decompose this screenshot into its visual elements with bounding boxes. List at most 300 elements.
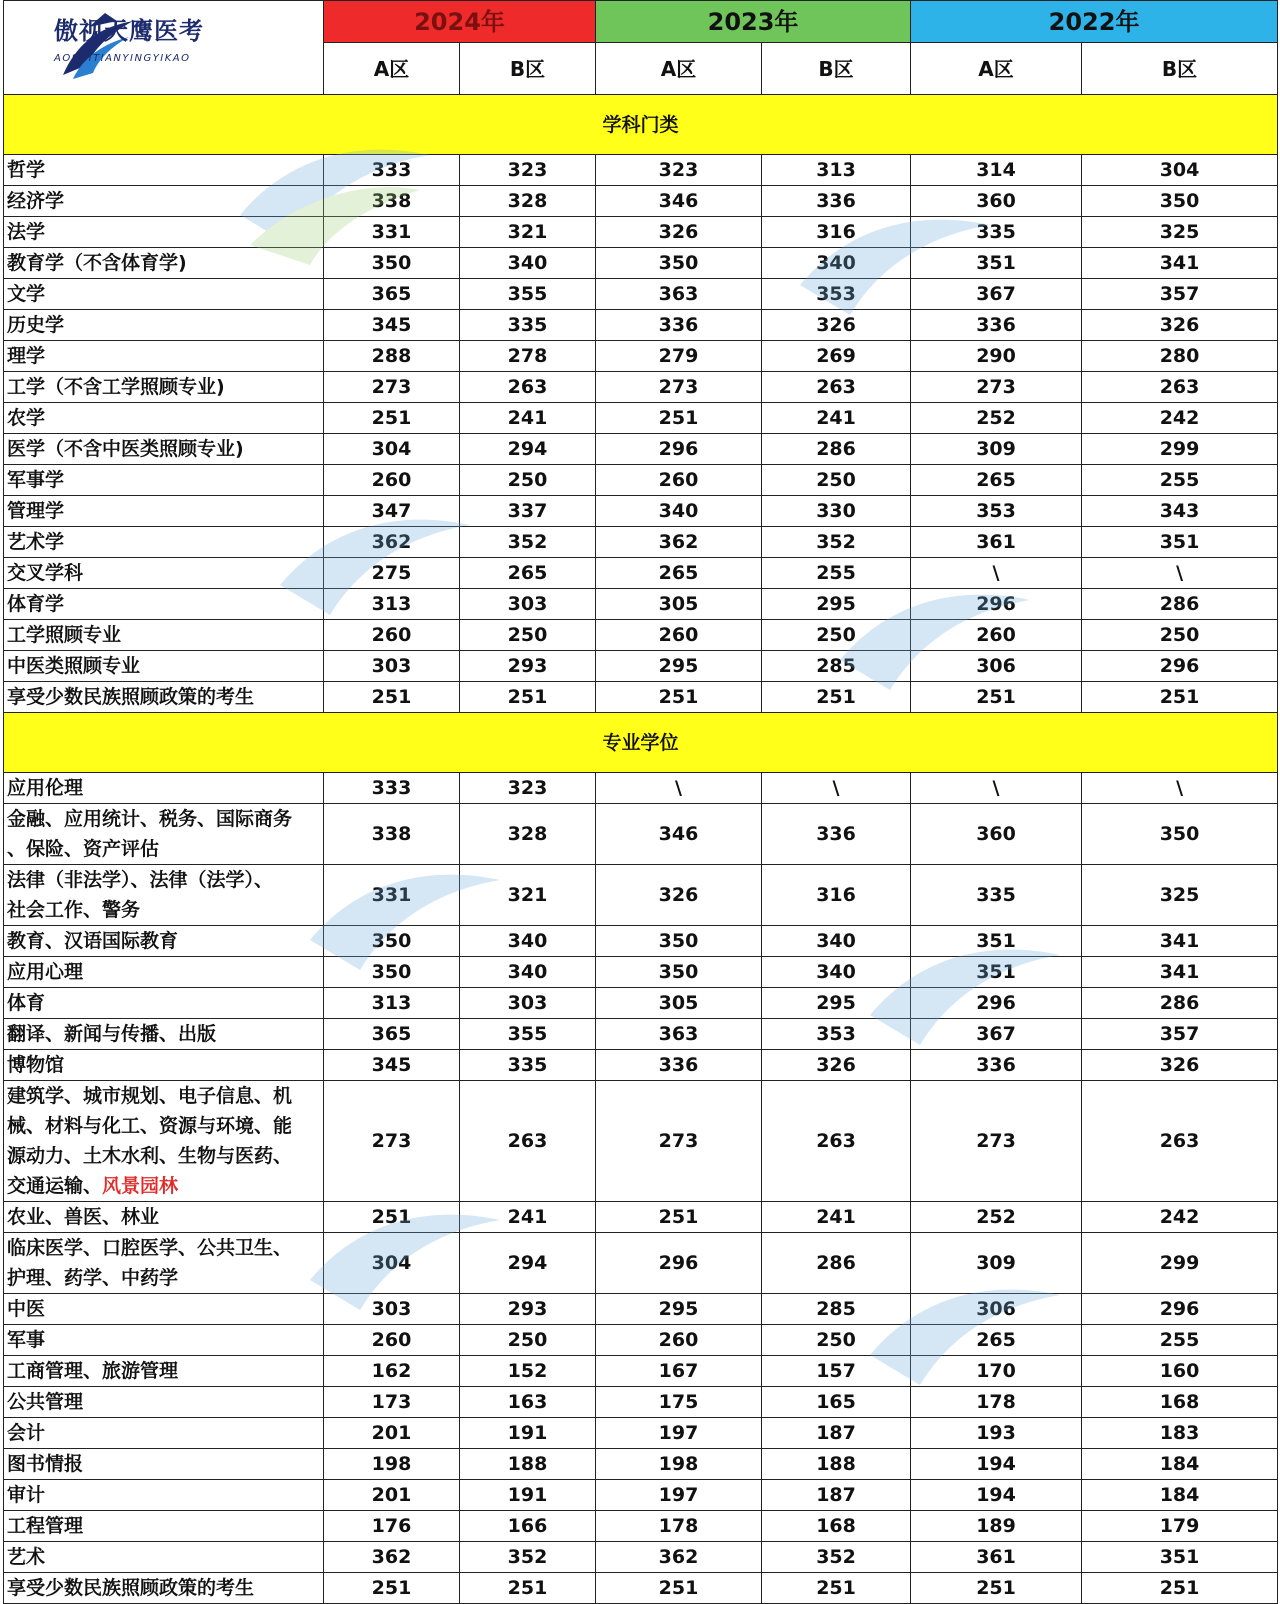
score-cell: 263 xyxy=(762,372,911,403)
row-label-text: 建筑学、城市规划、电子信息、机 xyxy=(7,1085,293,1107)
score-cell: 306 xyxy=(911,1294,1082,1325)
score-cell: \ xyxy=(911,773,1082,804)
table-row xyxy=(4,434,1278,465)
table-row xyxy=(4,1019,1278,1050)
score-cell: 251 xyxy=(911,682,1082,713)
score-cell: 160 xyxy=(1082,1356,1278,1387)
score-cell: 163 xyxy=(460,1387,596,1418)
row-label: 会计 xyxy=(4,1418,324,1449)
row-label: 体育 xyxy=(4,988,324,1019)
score-cell: 241 xyxy=(762,403,911,434)
row-label: 管理学 xyxy=(4,496,324,527)
score-cell: 336 xyxy=(911,1050,1082,1081)
row-label: 工学照顾专业 xyxy=(4,620,324,651)
score-cell: 168 xyxy=(762,1511,911,1542)
row-label-text: 社会工作、警务 xyxy=(7,899,141,921)
score-cell: 352 xyxy=(460,527,596,558)
row-label xyxy=(4,1081,324,1202)
score-cell: 184 xyxy=(1082,1449,1278,1480)
score-cell: 251 xyxy=(324,403,460,434)
score-cell: 340 xyxy=(460,248,596,279)
row-label: 审计 xyxy=(4,1480,324,1511)
row-label-line xyxy=(7,804,323,834)
score-cell: 353 xyxy=(911,496,1082,527)
score-cell: 331 xyxy=(324,865,460,926)
row-label: 体育学 xyxy=(4,589,324,620)
score-cell: 333 xyxy=(324,773,460,804)
score-cell: 325 xyxy=(1082,865,1278,926)
score-cell: 241 xyxy=(762,1202,911,1233)
table-row xyxy=(4,1050,1278,1081)
row-label: 教育、汉语国际教育 xyxy=(4,926,324,957)
score-cell: 333 xyxy=(324,155,460,186)
score-cell: 303 xyxy=(460,988,596,1019)
score-cell: 187 xyxy=(762,1480,911,1511)
table-row xyxy=(4,1294,1278,1325)
score-cell: 286 xyxy=(762,1233,911,1294)
score-cell: 362 xyxy=(324,1542,460,1573)
score-cell: 351 xyxy=(911,957,1082,988)
score-cell: 183 xyxy=(1082,1418,1278,1449)
score-cell: 335 xyxy=(911,217,1082,248)
score-cell: 336 xyxy=(762,804,911,865)
row-label-text: 械、材料与化工、资源与环境、能 xyxy=(7,1115,293,1137)
score-cell: 275 xyxy=(324,558,460,589)
score-cell: 250 xyxy=(1082,620,1278,651)
row-label: 翻译、新闻与传播、出版 xyxy=(4,1019,324,1050)
score-cell: 361 xyxy=(911,1542,1082,1573)
score-cell: 296 xyxy=(596,1233,762,1294)
score-cell: 191 xyxy=(460,1480,596,1511)
score-cell: 330 xyxy=(762,496,911,527)
table-row xyxy=(4,558,1278,589)
score-cell: 265 xyxy=(911,465,1082,496)
zone-header: B区 xyxy=(762,43,911,95)
score-cell: 306 xyxy=(911,651,1082,682)
table-row xyxy=(4,651,1278,682)
score-cell: 250 xyxy=(460,620,596,651)
row-label-line xyxy=(7,865,323,895)
score-cell: 251 xyxy=(324,1202,460,1233)
score-cell: 260 xyxy=(596,1325,762,1356)
score-cell: 263 xyxy=(762,1081,911,1202)
row-label: 艺术学 xyxy=(4,527,324,558)
row-label: 法学 xyxy=(4,217,324,248)
score-cell: 296 xyxy=(1082,651,1278,682)
score-cell: 201 xyxy=(324,1480,460,1511)
score-cell: 335 xyxy=(460,1050,596,1081)
table-row xyxy=(4,1356,1278,1387)
score-cell: 328 xyxy=(460,186,596,217)
row-label: 享受少数民族照顾政策的考生 xyxy=(4,1573,324,1604)
score-cell: 321 xyxy=(460,217,596,248)
score-cell: \ xyxy=(1082,558,1278,589)
score-cell: 198 xyxy=(596,1449,762,1480)
row-label: 工学（不含工学照顾专业) xyxy=(4,372,324,403)
score-cell: 362 xyxy=(596,1542,762,1573)
score-cell: 326 xyxy=(596,865,762,926)
score-cell: 273 xyxy=(596,1081,762,1202)
table-row xyxy=(4,620,1278,651)
score-cell: 343 xyxy=(1082,496,1278,527)
row-label: 教育学（不含体育学) xyxy=(4,248,324,279)
score-cell: 340 xyxy=(762,248,911,279)
score-cell: 167 xyxy=(596,1356,762,1387)
score-cell: 269 xyxy=(762,341,911,372)
row-label: 军事 xyxy=(4,1325,324,1356)
table-row xyxy=(4,186,1278,217)
score-cell: 188 xyxy=(460,1449,596,1480)
score-cell: 326 xyxy=(1082,1050,1278,1081)
table-row xyxy=(4,1449,1278,1480)
score-cell: 321 xyxy=(460,865,596,926)
row-label-highlight: 风景园林 xyxy=(102,1175,179,1197)
score-cell: 357 xyxy=(1082,1019,1278,1050)
score-cell: 350 xyxy=(324,248,460,279)
table-row xyxy=(4,1202,1278,1233)
row-label-line xyxy=(7,1171,323,1201)
score-cell: 201 xyxy=(324,1418,460,1449)
score-cell: 252 xyxy=(911,1202,1082,1233)
score-cell: 328 xyxy=(460,804,596,865)
row-label: 交叉学科 xyxy=(4,558,324,589)
row-label: 工商管理、旅游管理 xyxy=(4,1356,324,1387)
score-cell: 340 xyxy=(762,926,911,957)
zone-header: B区 xyxy=(1082,43,1278,95)
table-row xyxy=(4,465,1278,496)
score-cell: 251 xyxy=(596,682,762,713)
score-cell: 286 xyxy=(1082,589,1278,620)
score-cell: 351 xyxy=(911,248,1082,279)
score-cell: 351 xyxy=(1082,527,1278,558)
score-cell: 173 xyxy=(324,1387,460,1418)
score-cell: 363 xyxy=(596,1019,762,1050)
score-cell: 286 xyxy=(1082,988,1278,1019)
score-cell: 251 xyxy=(911,1573,1082,1604)
score-cell: 251 xyxy=(1082,682,1278,713)
score-cell: 336 xyxy=(596,310,762,341)
row-label-line xyxy=(7,1111,323,1141)
score-cell: 251 xyxy=(1082,1573,1278,1604)
table-row xyxy=(4,865,1278,926)
score-cell: 251 xyxy=(762,682,911,713)
table-row xyxy=(4,1542,1278,1573)
logo-latin: AOSHITIANYINGYIKAO xyxy=(54,53,191,64)
score-cell: 188 xyxy=(762,1449,911,1480)
score-cell: 178 xyxy=(596,1511,762,1542)
row-label-text: 、保险、资产评估 xyxy=(7,838,160,860)
row-label-text: 源动力、土木水利、生物与医药、 xyxy=(7,1145,293,1167)
score-cell: 251 xyxy=(460,1573,596,1604)
row-label: 享受少数民族照顾政策的考生 xyxy=(4,682,324,713)
row-label: 中医类照顾专业 xyxy=(4,651,324,682)
score-cell: 353 xyxy=(762,279,911,310)
row-label-text: 临床医学、口腔医学、公共卫生、 xyxy=(7,1237,293,1259)
score-cell: 296 xyxy=(911,988,1082,1019)
score-cell: 347 xyxy=(324,496,460,527)
table-row xyxy=(4,527,1278,558)
zone-header: A区 xyxy=(596,43,762,95)
score-cell: 260 xyxy=(324,465,460,496)
score-cell: 241 xyxy=(460,1202,596,1233)
score-cell: 178 xyxy=(911,1387,1082,1418)
score-cell: 265 xyxy=(460,558,596,589)
score-cell: 353 xyxy=(762,1019,911,1050)
score-cell: 350 xyxy=(596,926,762,957)
score-cell: 152 xyxy=(460,1356,596,1387)
score-cell: 336 xyxy=(762,186,911,217)
score-cell: 273 xyxy=(324,1081,460,1202)
score-cell: 345 xyxy=(324,310,460,341)
table-row xyxy=(4,1480,1278,1511)
year-2024-header: 2024年 xyxy=(324,1,596,43)
score-cell: 352 xyxy=(762,1542,911,1573)
score-cell: 198 xyxy=(324,1449,460,1480)
table-row xyxy=(4,372,1278,403)
score-cell: 352 xyxy=(460,1542,596,1573)
row-label: 军事学 xyxy=(4,465,324,496)
score-cell: 345 xyxy=(324,1050,460,1081)
score-cell: 304 xyxy=(1082,155,1278,186)
score-cell: 187 xyxy=(762,1418,911,1449)
score-cell: 361 xyxy=(911,527,1082,558)
score-cell: 313 xyxy=(324,988,460,1019)
score-cell: 278 xyxy=(460,341,596,372)
score-cell: 286 xyxy=(762,434,911,465)
row-label-line xyxy=(7,834,323,864)
score-cell: 351 xyxy=(1082,1542,1278,1573)
score-cell: 162 xyxy=(324,1356,460,1387)
row-label: 农学 xyxy=(4,403,324,434)
score-cell: 288 xyxy=(324,341,460,372)
score-cell: 309 xyxy=(911,1233,1082,1294)
table-row xyxy=(4,217,1278,248)
score-cell: 176 xyxy=(324,1511,460,1542)
score-cell: 341 xyxy=(1082,926,1278,957)
score-cell: 346 xyxy=(596,186,762,217)
score-cell: 251 xyxy=(596,403,762,434)
score-cell: 326 xyxy=(1082,310,1278,341)
score-cell: 365 xyxy=(324,1019,460,1050)
score-cell: 255 xyxy=(1082,465,1278,496)
score-cell: \ xyxy=(762,773,911,804)
score-cell: 316 xyxy=(762,865,911,926)
score-cell: 295 xyxy=(596,651,762,682)
row-label: 中医 xyxy=(4,1294,324,1325)
score-cell: 166 xyxy=(460,1511,596,1542)
table-row xyxy=(4,682,1278,713)
score-cell: 250 xyxy=(762,465,911,496)
score-cell: 293 xyxy=(460,1294,596,1325)
score-cell: 305 xyxy=(596,589,762,620)
row-label xyxy=(4,804,324,865)
row-label-text: 金融、应用统计、税务、国际商务 xyxy=(7,808,293,830)
row-label: 图书情报 xyxy=(4,1449,324,1480)
row-label: 公共管理 xyxy=(4,1387,324,1418)
score-cell: 295 xyxy=(596,1294,762,1325)
score-cell: 296 xyxy=(1082,1294,1278,1325)
row-label: 应用伦理 xyxy=(4,773,324,804)
score-cell: 251 xyxy=(324,1573,460,1604)
score-cell: 350 xyxy=(596,248,762,279)
row-label: 艺术 xyxy=(4,1542,324,1573)
score-cell: 340 xyxy=(460,957,596,988)
score-cell: 304 xyxy=(324,1233,460,1294)
score-cell: 331 xyxy=(324,217,460,248)
section-title: 学科门类 xyxy=(4,95,1278,155)
score-cell: 360 xyxy=(911,804,1082,865)
table-row xyxy=(4,773,1278,804)
table-row xyxy=(4,155,1278,186)
score-cell: 285 xyxy=(762,1294,911,1325)
score-cell: 191 xyxy=(460,1418,596,1449)
table-row xyxy=(4,496,1278,527)
score-cell: 362 xyxy=(324,527,460,558)
table-row xyxy=(4,988,1278,1019)
row-label-text: 法律（非法学）、法律（法学）、 xyxy=(7,869,274,891)
score-cell: 363 xyxy=(596,279,762,310)
score-cell: 365 xyxy=(324,279,460,310)
section-title: 专业学位 xyxy=(4,713,1278,773)
row-label-text: 交通运输、 xyxy=(7,1175,103,1197)
score-cell: 252 xyxy=(911,403,1082,434)
row-label xyxy=(4,865,324,926)
score-cell: 303 xyxy=(324,651,460,682)
score-cell: 299 xyxy=(1082,1233,1278,1294)
row-label: 历史学 xyxy=(4,310,324,341)
score-cell: 336 xyxy=(911,310,1082,341)
score-cell: 263 xyxy=(460,372,596,403)
table-row xyxy=(4,1233,1278,1294)
table-row xyxy=(4,341,1278,372)
row-label-line xyxy=(7,1233,323,1263)
logo xyxy=(4,1,324,95)
score-cell: 350 xyxy=(596,957,762,988)
score-cell: 340 xyxy=(596,496,762,527)
score-cell: 250 xyxy=(762,1325,911,1356)
score-cell: \ xyxy=(596,773,762,804)
score-cell: 260 xyxy=(596,620,762,651)
score-cell: 303 xyxy=(460,589,596,620)
score-cell: 194 xyxy=(911,1449,1082,1480)
table-row xyxy=(4,1418,1278,1449)
row-label: 理学 xyxy=(4,341,324,372)
score-cell: 251 xyxy=(460,682,596,713)
score-cell: 193 xyxy=(911,1418,1082,1449)
score-cell: 273 xyxy=(324,372,460,403)
table-row xyxy=(4,1511,1278,1542)
score-cell: 299 xyxy=(1082,434,1278,465)
score-cell: 338 xyxy=(324,804,460,865)
score-cell: 295 xyxy=(762,589,911,620)
score-cell: 340 xyxy=(460,926,596,957)
year-2023-header: 2023年 xyxy=(596,1,911,43)
score-cell: 260 xyxy=(911,620,1082,651)
score-cell: 294 xyxy=(460,1233,596,1294)
score-cell: 250 xyxy=(460,1325,596,1356)
score-cell: 285 xyxy=(762,651,911,682)
table-row xyxy=(4,1573,1278,1604)
score-cell: 323 xyxy=(460,773,596,804)
row-label: 哲学 xyxy=(4,155,324,186)
score-cell: 260 xyxy=(324,620,460,651)
row-label: 应用心理 xyxy=(4,957,324,988)
score-cell: 294 xyxy=(460,434,596,465)
score-cell: 184 xyxy=(1082,1480,1278,1511)
score-cell: 304 xyxy=(324,434,460,465)
table-row xyxy=(4,1387,1278,1418)
score-cell: 175 xyxy=(596,1387,762,1418)
score-cell: 360 xyxy=(911,186,1082,217)
score-cell: 326 xyxy=(596,217,762,248)
table-row xyxy=(4,310,1278,341)
score-cell: 357 xyxy=(1082,279,1278,310)
score-cell: 157 xyxy=(762,1356,911,1387)
score-cell: \ xyxy=(1082,773,1278,804)
score-cell: 367 xyxy=(911,279,1082,310)
row-label-line xyxy=(7,1141,323,1171)
score-cell: 242 xyxy=(1082,1202,1278,1233)
score-cell: 265 xyxy=(911,1325,1082,1356)
score-cell: 336 xyxy=(596,1050,762,1081)
score-cell: 241 xyxy=(460,403,596,434)
table-row xyxy=(4,926,1278,957)
score-cell: 263 xyxy=(1082,1081,1278,1202)
score-cell: 263 xyxy=(1082,372,1278,403)
score-cell: 165 xyxy=(762,1387,911,1418)
score-cell: 197 xyxy=(596,1480,762,1511)
score-cell: 323 xyxy=(460,155,596,186)
score-cell: 355 xyxy=(460,279,596,310)
score-cell: 251 xyxy=(596,1573,762,1604)
score-cell: 255 xyxy=(1082,1325,1278,1356)
table-row xyxy=(4,279,1278,310)
score-cell: 341 xyxy=(1082,248,1278,279)
row-label: 经济学 xyxy=(4,186,324,217)
score-cell: 337 xyxy=(460,496,596,527)
score-cell: 313 xyxy=(762,155,911,186)
row-label-line xyxy=(7,1263,323,1293)
score-cell: 280 xyxy=(1082,341,1278,372)
score-cell: 335 xyxy=(460,310,596,341)
score-cell: 326 xyxy=(762,310,911,341)
score-cell: 273 xyxy=(911,372,1082,403)
score-cell: 260 xyxy=(324,1325,460,1356)
year-2022-header: 2022年 xyxy=(911,1,1278,43)
table-row xyxy=(4,589,1278,620)
zone-header: A区 xyxy=(324,43,460,95)
score-cell: 194 xyxy=(911,1480,1082,1511)
score-cell: 309 xyxy=(911,434,1082,465)
score-cell: 189 xyxy=(911,1511,1082,1542)
score-cell: 340 xyxy=(762,957,911,988)
score-cell: 296 xyxy=(596,434,762,465)
score-cell: 296 xyxy=(911,589,1082,620)
score-cell: 295 xyxy=(762,988,911,1019)
score-cell: 341 xyxy=(1082,957,1278,988)
row-label: 博物馆 xyxy=(4,1050,324,1081)
score-cell: 250 xyxy=(762,620,911,651)
table-row xyxy=(4,804,1278,865)
score-cell: 326 xyxy=(762,1050,911,1081)
score-cell: 335 xyxy=(911,865,1082,926)
row-label: 农业、兽医、林业 xyxy=(4,1202,324,1233)
score-cell: 351 xyxy=(911,926,1082,957)
row-label-line xyxy=(7,1081,323,1111)
score-cell: 273 xyxy=(911,1081,1082,1202)
row-label xyxy=(4,1233,324,1294)
score-cell: 303 xyxy=(324,1294,460,1325)
